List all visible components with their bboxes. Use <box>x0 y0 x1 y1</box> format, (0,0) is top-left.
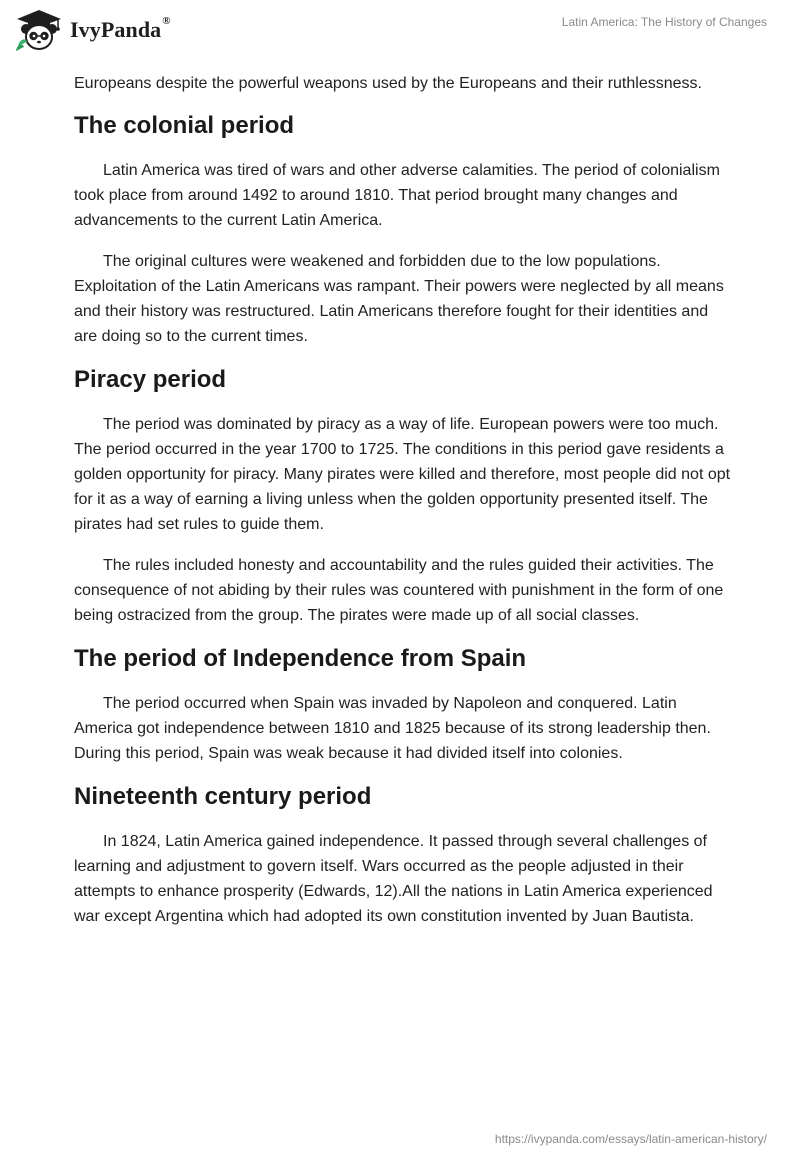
page-header <box>0 0 800 62</box>
paragraph: Latin America was tired of wars and other adverse calamities. The period of colonialism took place from around 1492 to around 1810. That period brought many changes and advancements to the current Latin America. <box>74 162 720 229</box>
section-heading-nineteenth-century: Nineteenth century period <box>74 783 372 810</box>
panda-graduate-icon <box>14 8 64 52</box>
ivypanda-logo[interactable] <box>14 8 171 52</box>
paragraph: The period was dominated by piracy as a way of life. European powers were too much. The period occurred in the year 1700 to 1725. The conditions in this period gave residents a golden opportunity for piracy. Many pirates were killed and therefore, most people did not opt for it as a way of earning a living unless when the golden opportunity presented itself. The pirates had set rules to guide them. <box>74 416 731 533</box>
section-heading-piracy: Piracy period <box>74 366 227 393</box>
section-heading-independence: The period of Independence from Spain <box>74 645 527 672</box>
paragraph: The rules included honesty and accountability and the rules guided their activities. The consequence of not abiding by their rules was countered with punishment in the form of one being ostracized from the group. The pirates were made up of all social classes. <box>74 557 724 624</box>
brand-name: IvyPanda® <box>70 15 171 42</box>
section-heading-colonial: The colonial period <box>74 112 295 139</box>
document-title: Latin America: The History of Changes <box>561 15 767 29</box>
paragraph: In 1824, Latin America gained independence. It passed through several challenges of learning and adjustment to govern itself. Wars occurred as the people adjusted in their attempts to enhance prosperity (Edwards, 12).All the nations in Latin America experienced war except Argentina which had adopted its own constitution invented by Juan Bautista. <box>74 833 713 925</box>
continued-paragraph: Europeans despite the powerful weapons used by the Europeans and their ruthlessness. <box>74 75 702 92</box>
article-body <box>74 71 734 945</box>
paragraph: The original cultures were weakened and forbidden due to the low populations. Exploitation of the Latin Americans was rampant. Their powers were neglected by all means and their history was restructured. Latin Americans therefore fought for their identities and are doing so to the current times. <box>74 253 724 345</box>
source-url[interactable]: https://ivypanda.com/essays/latin-american-history/ <box>494 1132 767 1146</box>
paragraph: The period occurred when Spain was invaded by Napoleon and conquered. Latin America got independence between 1810 and 1825 because of its strong leadership then. During this period, Spain was weak because it had divided itself into colonies. <box>74 695 711 762</box>
